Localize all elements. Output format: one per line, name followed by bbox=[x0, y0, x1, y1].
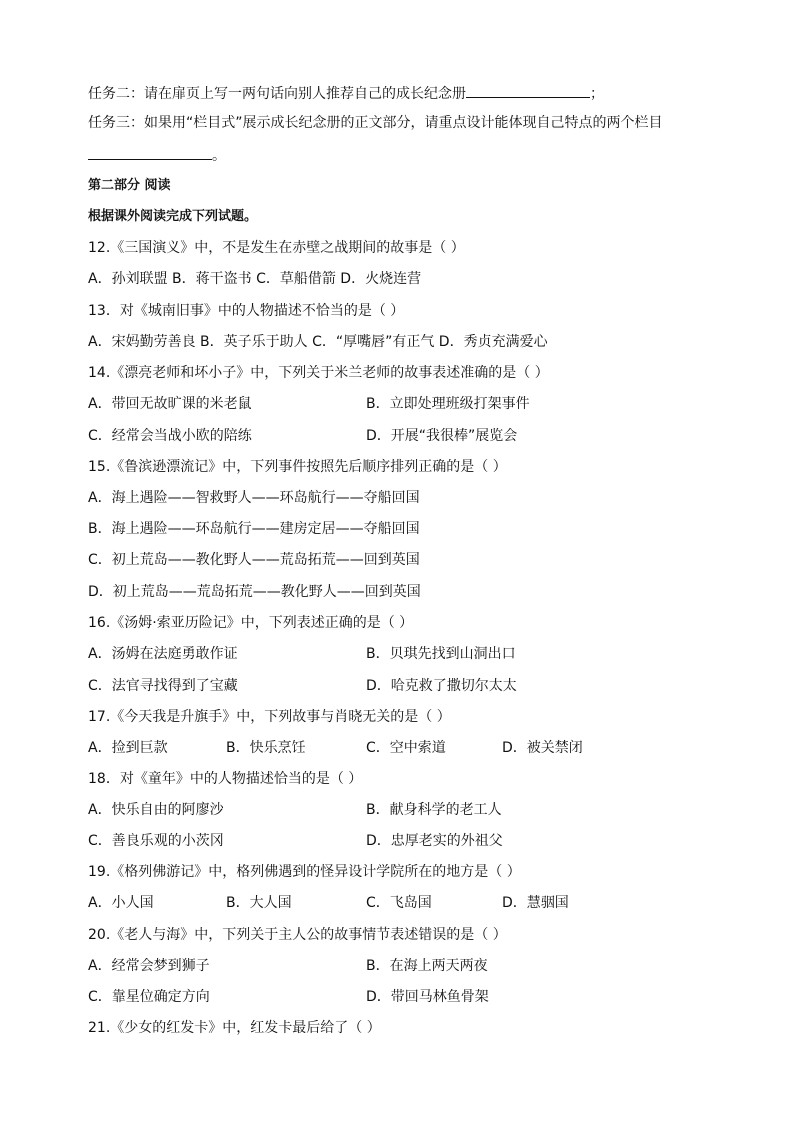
question-16-option-d: D．哈克救了撒切尔太太 bbox=[366, 678, 517, 694]
task-3-blank[interactable] bbox=[88, 144, 212, 160]
task-2-line bbox=[88, 82, 604, 102]
question-18-option-a: A．快乐自由的阿廖沙 bbox=[88, 802, 224, 818]
question-16-option-b: B．贝琪先找到山洞出口 bbox=[366, 646, 516, 662]
question-20-option-c: C．靠星位确定方向 bbox=[88, 989, 210, 1005]
question-20-option-a: A．经常会梦到狮子 bbox=[88, 958, 210, 974]
question-19-option-d: D．慧骃国 bbox=[502, 895, 569, 911]
question-19-option-a: A．小人国 bbox=[88, 895, 154, 911]
question-20-stem: 20.《老人与海》中，下列关于主人公的故事情节表述错误的是（ ） bbox=[88, 927, 507, 943]
section-instruction: 根据课外阅读完成下列试题。 bbox=[88, 209, 258, 224]
question-17-option-c: C．空中索道 bbox=[366, 740, 446, 756]
question-18-stem: 18．对《童年》中的人物描述恰当的是（ ） bbox=[88, 771, 363, 787]
task-3-end: 。 bbox=[212, 148, 226, 164]
task-2-end: ； bbox=[590, 86, 604, 102]
question-18-option-b: B．献身科学的老工人 bbox=[366, 802, 502, 818]
question-18-option-c: C．善良乐观的小茨冈 bbox=[88, 833, 224, 849]
question-21-stem: 21.《少女的红发卡》中，红发卡最后给了（ ） bbox=[88, 1020, 381, 1036]
question-15-stem: 15.《鲁滨逊漂流记》中，下列事件按照先后顺序排列正确的是（ ） bbox=[88, 459, 507, 475]
question-15-option-b: B．海上遇险——环岛航行——建房定居——夺船回国 bbox=[88, 521, 420, 537]
question-14-option-d: D．开展“我很棒”展览会 bbox=[366, 428, 518, 444]
task-3-text: 任务三：如果用“栏目式”展示成长纪念册的正文部分，请重点设计能体现自己特点的两个栏目 bbox=[88, 115, 663, 131]
section-title: 第二部分 阅读 bbox=[88, 178, 171, 193]
question-14-option-c: C．经常会当战小欧的陪练 bbox=[88, 428, 252, 444]
question-15-option-a: A．海上遇险——智救野人——环岛航行——夺船回国 bbox=[88, 490, 420, 506]
question-17-option-a: A．捡到巨款 bbox=[88, 740, 168, 756]
question-19-option-b: B．大人国 bbox=[226, 895, 292, 911]
task-2-blank[interactable] bbox=[466, 82, 590, 98]
question-20-option-d: D．带回马林鱼骨架 bbox=[366, 989, 489, 1005]
question-12-stem: 12.《三国演义》中，不是发生在赤壁之战期间的故事是（ ） bbox=[88, 240, 465, 256]
question-14-option-b: B．立即处理班级打架事件 bbox=[366, 396, 530, 412]
question-18-option-d: D．忠厚老实的外祖父 bbox=[366, 833, 503, 849]
question-12-options: A．孙刘联盟 B．蒋干盗书 C．草船借箭 D．火烧连营 bbox=[88, 271, 422, 287]
question-17-stem: 17.《今天我是升旗手》中，下列故事与肖晓无关的是（ ） bbox=[88, 709, 451, 725]
question-13-options: A．宋妈勤劳善良 B．英子乐于助人 C．“厚嘴唇”有正气 D．秀贞充满爱心 bbox=[88, 334, 548, 350]
question-17-option-d: D．被关禁闭 bbox=[502, 740, 583, 756]
question-14-stem: 14.《漂亮老师和坏小子》中，下列关于米兰老师的故事表述准确的是（ ） bbox=[88, 365, 549, 381]
question-16-option-c: C．法官寻找得到了宝藏 bbox=[88, 678, 238, 694]
question-19-stem: 19.《格列佛游记》中，格列佛遇到的怪异设计学院所在的地方是（ ） bbox=[88, 864, 521, 880]
task-3-blank-line bbox=[88, 144, 226, 164]
task-2-text: 任务二：请在扉页上写一两句话向别人推荐自己的成长纪念册 bbox=[88, 86, 466, 102]
question-16-option-a: A．汤姆在法庭勇敢作证 bbox=[88, 646, 238, 662]
question-13-stem: 13．对《城南旧事》中的人物描述不恰当的是（ ） bbox=[88, 303, 405, 319]
question-19-option-c: C．飞岛国 bbox=[366, 895, 432, 911]
question-16-stem: 16.《汤姆·索亚历险记》中，下列表述正确的是（ ） bbox=[88, 615, 414, 631]
question-20-option-b: B．在海上两天两夜 bbox=[366, 958, 488, 974]
question-15-option-d: D．初上荒岛——荒岛拓荒——教化野人——回到英国 bbox=[88, 584, 421, 600]
question-17-option-b: B．快乐烹饪 bbox=[226, 740, 306, 756]
task-3-line bbox=[88, 113, 663, 133]
question-14-option-a: A．带回无故旷课的米老鼠 bbox=[88, 396, 252, 412]
question-15-option-c: C．初上荒岛——教化野人——荒岛拓荒——回到英国 bbox=[88, 552, 420, 568]
